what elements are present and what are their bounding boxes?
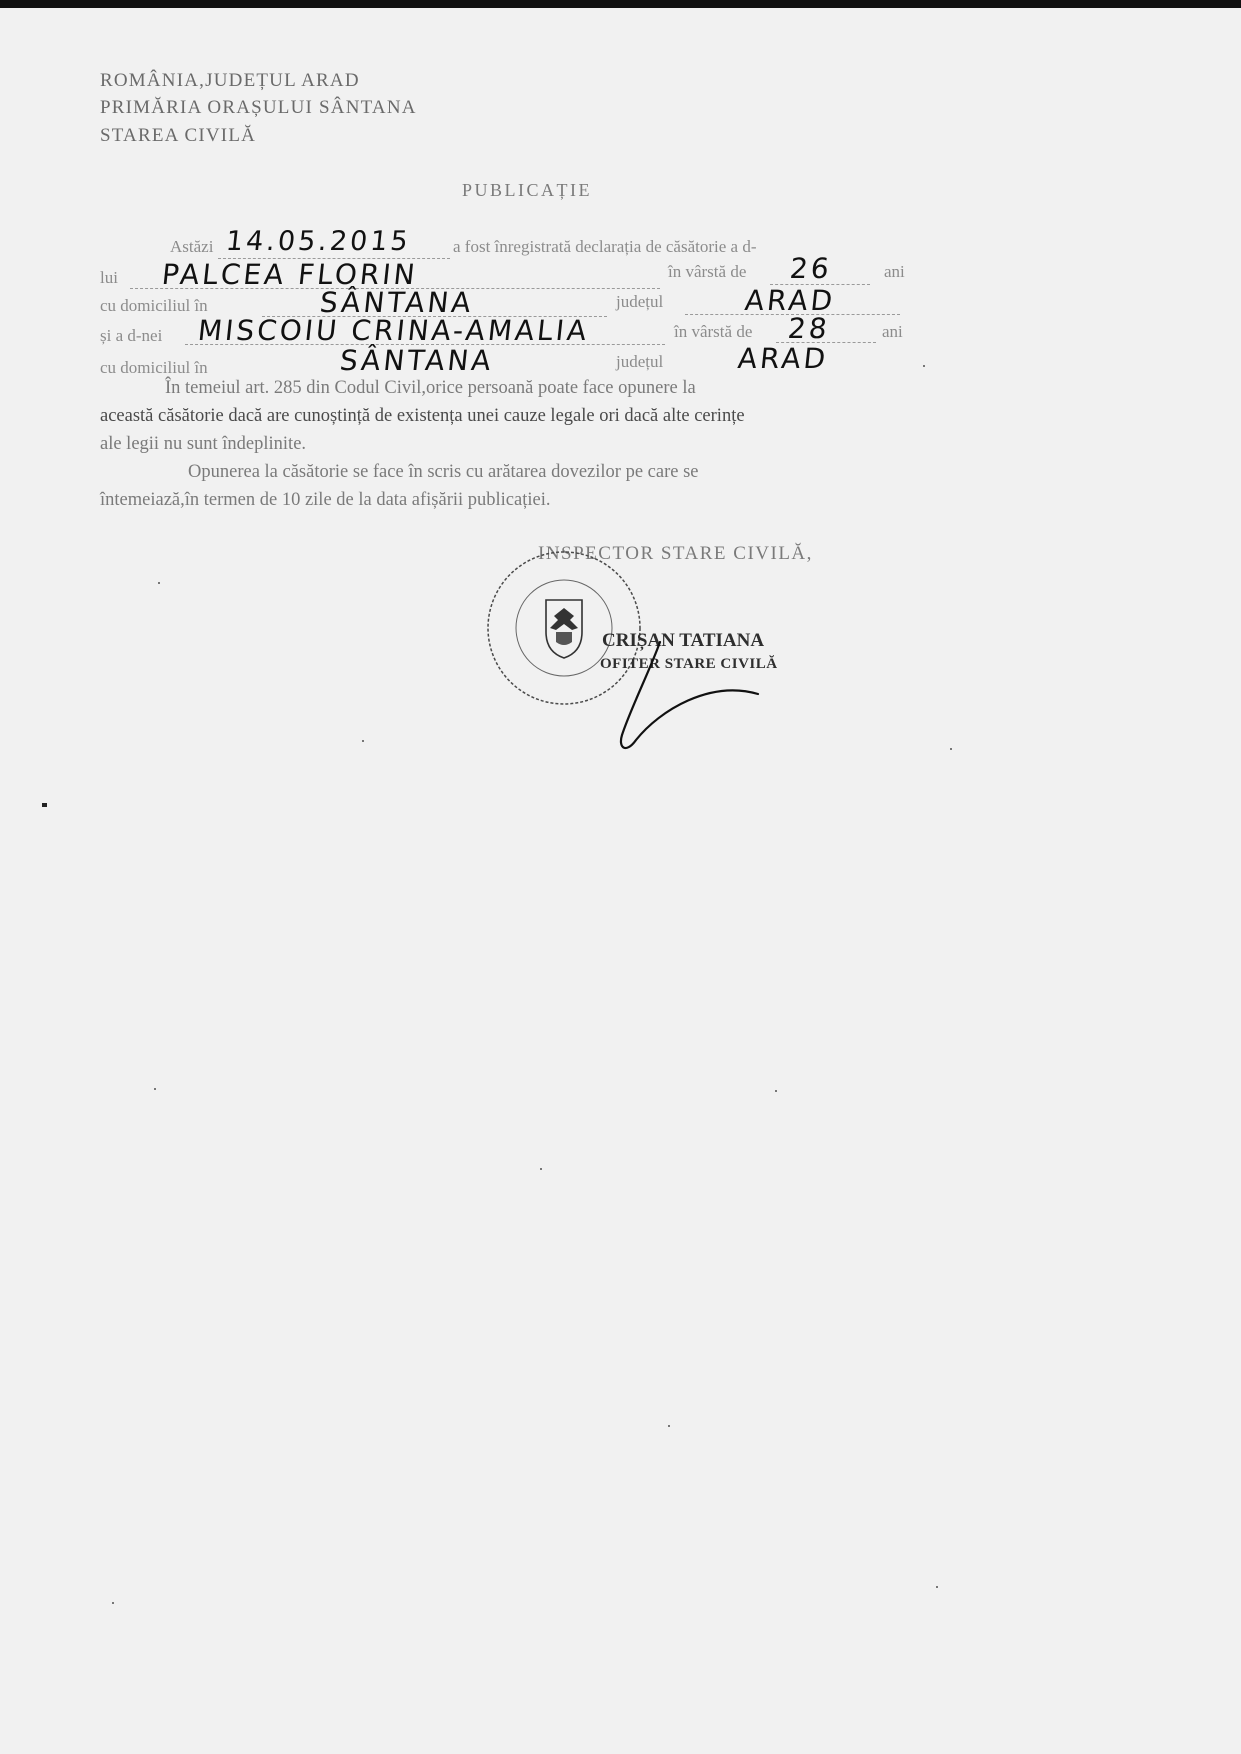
bride-domicile: SÂNTANA [338, 344, 496, 377]
bride-label: și a d-nei [100, 326, 163, 345]
bride-age-label: în vârstă de [674, 322, 753, 341]
scan-speck [112, 1602, 114, 1604]
bride-name: MISCOIU CRINA-AMALIA [196, 314, 591, 347]
legal-text-line-2: această căsătorie dacă are cunoștință de existența unei cauze legale ori dacă alte cerințe [100, 406, 745, 426]
scan-speck [936, 1586, 938, 1588]
scan-speck [42, 803, 47, 807]
handwritten-signature [600, 640, 770, 765]
scan-top-edge [0, 0, 1241, 8]
today-label: Astăzi [170, 237, 214, 256]
opposition-text-line-2: întemeiază,în termen de 10 zile de la data afișării publicației. [100, 490, 551, 510]
scan-speck [158, 582, 160, 584]
date-value: 14.05.2015 [224, 226, 413, 257]
groom-county-label: județul [616, 292, 664, 311]
opposition-text-line-1: Opunerea la căsătorie se face în scris cu arătarea dovezilor pe care se [188, 462, 699, 482]
scan-speck [362, 740, 364, 742]
groom-name: PALCEA FLORIN [160, 258, 420, 291]
officer-name: CRIȘAN TATIANA [602, 630, 765, 651]
groom-county: ARAD [743, 284, 837, 317]
lui-label: lui [100, 268, 118, 287]
officer-role: OFITER STARE CIVILĂ [600, 656, 778, 672]
legal-text-line-3: ale legii nu sunt îndeplinite. [100, 434, 307, 454]
legal-text-line-1: În temeiul art. 285 din Codul Civil,orice persoană poate face opunere la [165, 378, 696, 398]
scan-speck [950, 748, 952, 750]
groom-age-label: în vârstă de [668, 262, 747, 281]
bride-domicile-label: cu domiciliul în [100, 358, 208, 377]
scan-speck [923, 365, 925, 367]
groom-years-label: ani [884, 262, 905, 281]
document-title: PUBLICAȚIE [462, 180, 592, 200]
scan-speck [540, 1168, 542, 1170]
header-civil-status: STAREA CIVILĂ [100, 125, 257, 146]
bride-county: ARAD [736, 342, 830, 375]
scan-speck [668, 1425, 670, 1427]
header-country-county: ROMÂNIA,JUDEȚUL ARAD [100, 70, 360, 91]
groom-age: 26 [788, 252, 834, 285]
groom-domicile-label: cu domiciliul în [100, 296, 208, 315]
registered-text: a fost înregistrată declarația de căsătorie a d- [453, 237, 757, 256]
scan-speck [154, 1088, 156, 1090]
header-town-hall: PRIMĂRIA ORAȘULUI SÂNTANA [100, 97, 417, 118]
groom-domicile: SÂNTANA [318, 286, 476, 319]
scan-speck [775, 1090, 777, 1092]
bride-age: 28 [786, 312, 832, 345]
bride-county-label: județul [616, 352, 664, 371]
bride-years-label: ani [882, 322, 903, 341]
inspector-label: INSPECTOR STARE CIVILĂ, [538, 543, 813, 564]
